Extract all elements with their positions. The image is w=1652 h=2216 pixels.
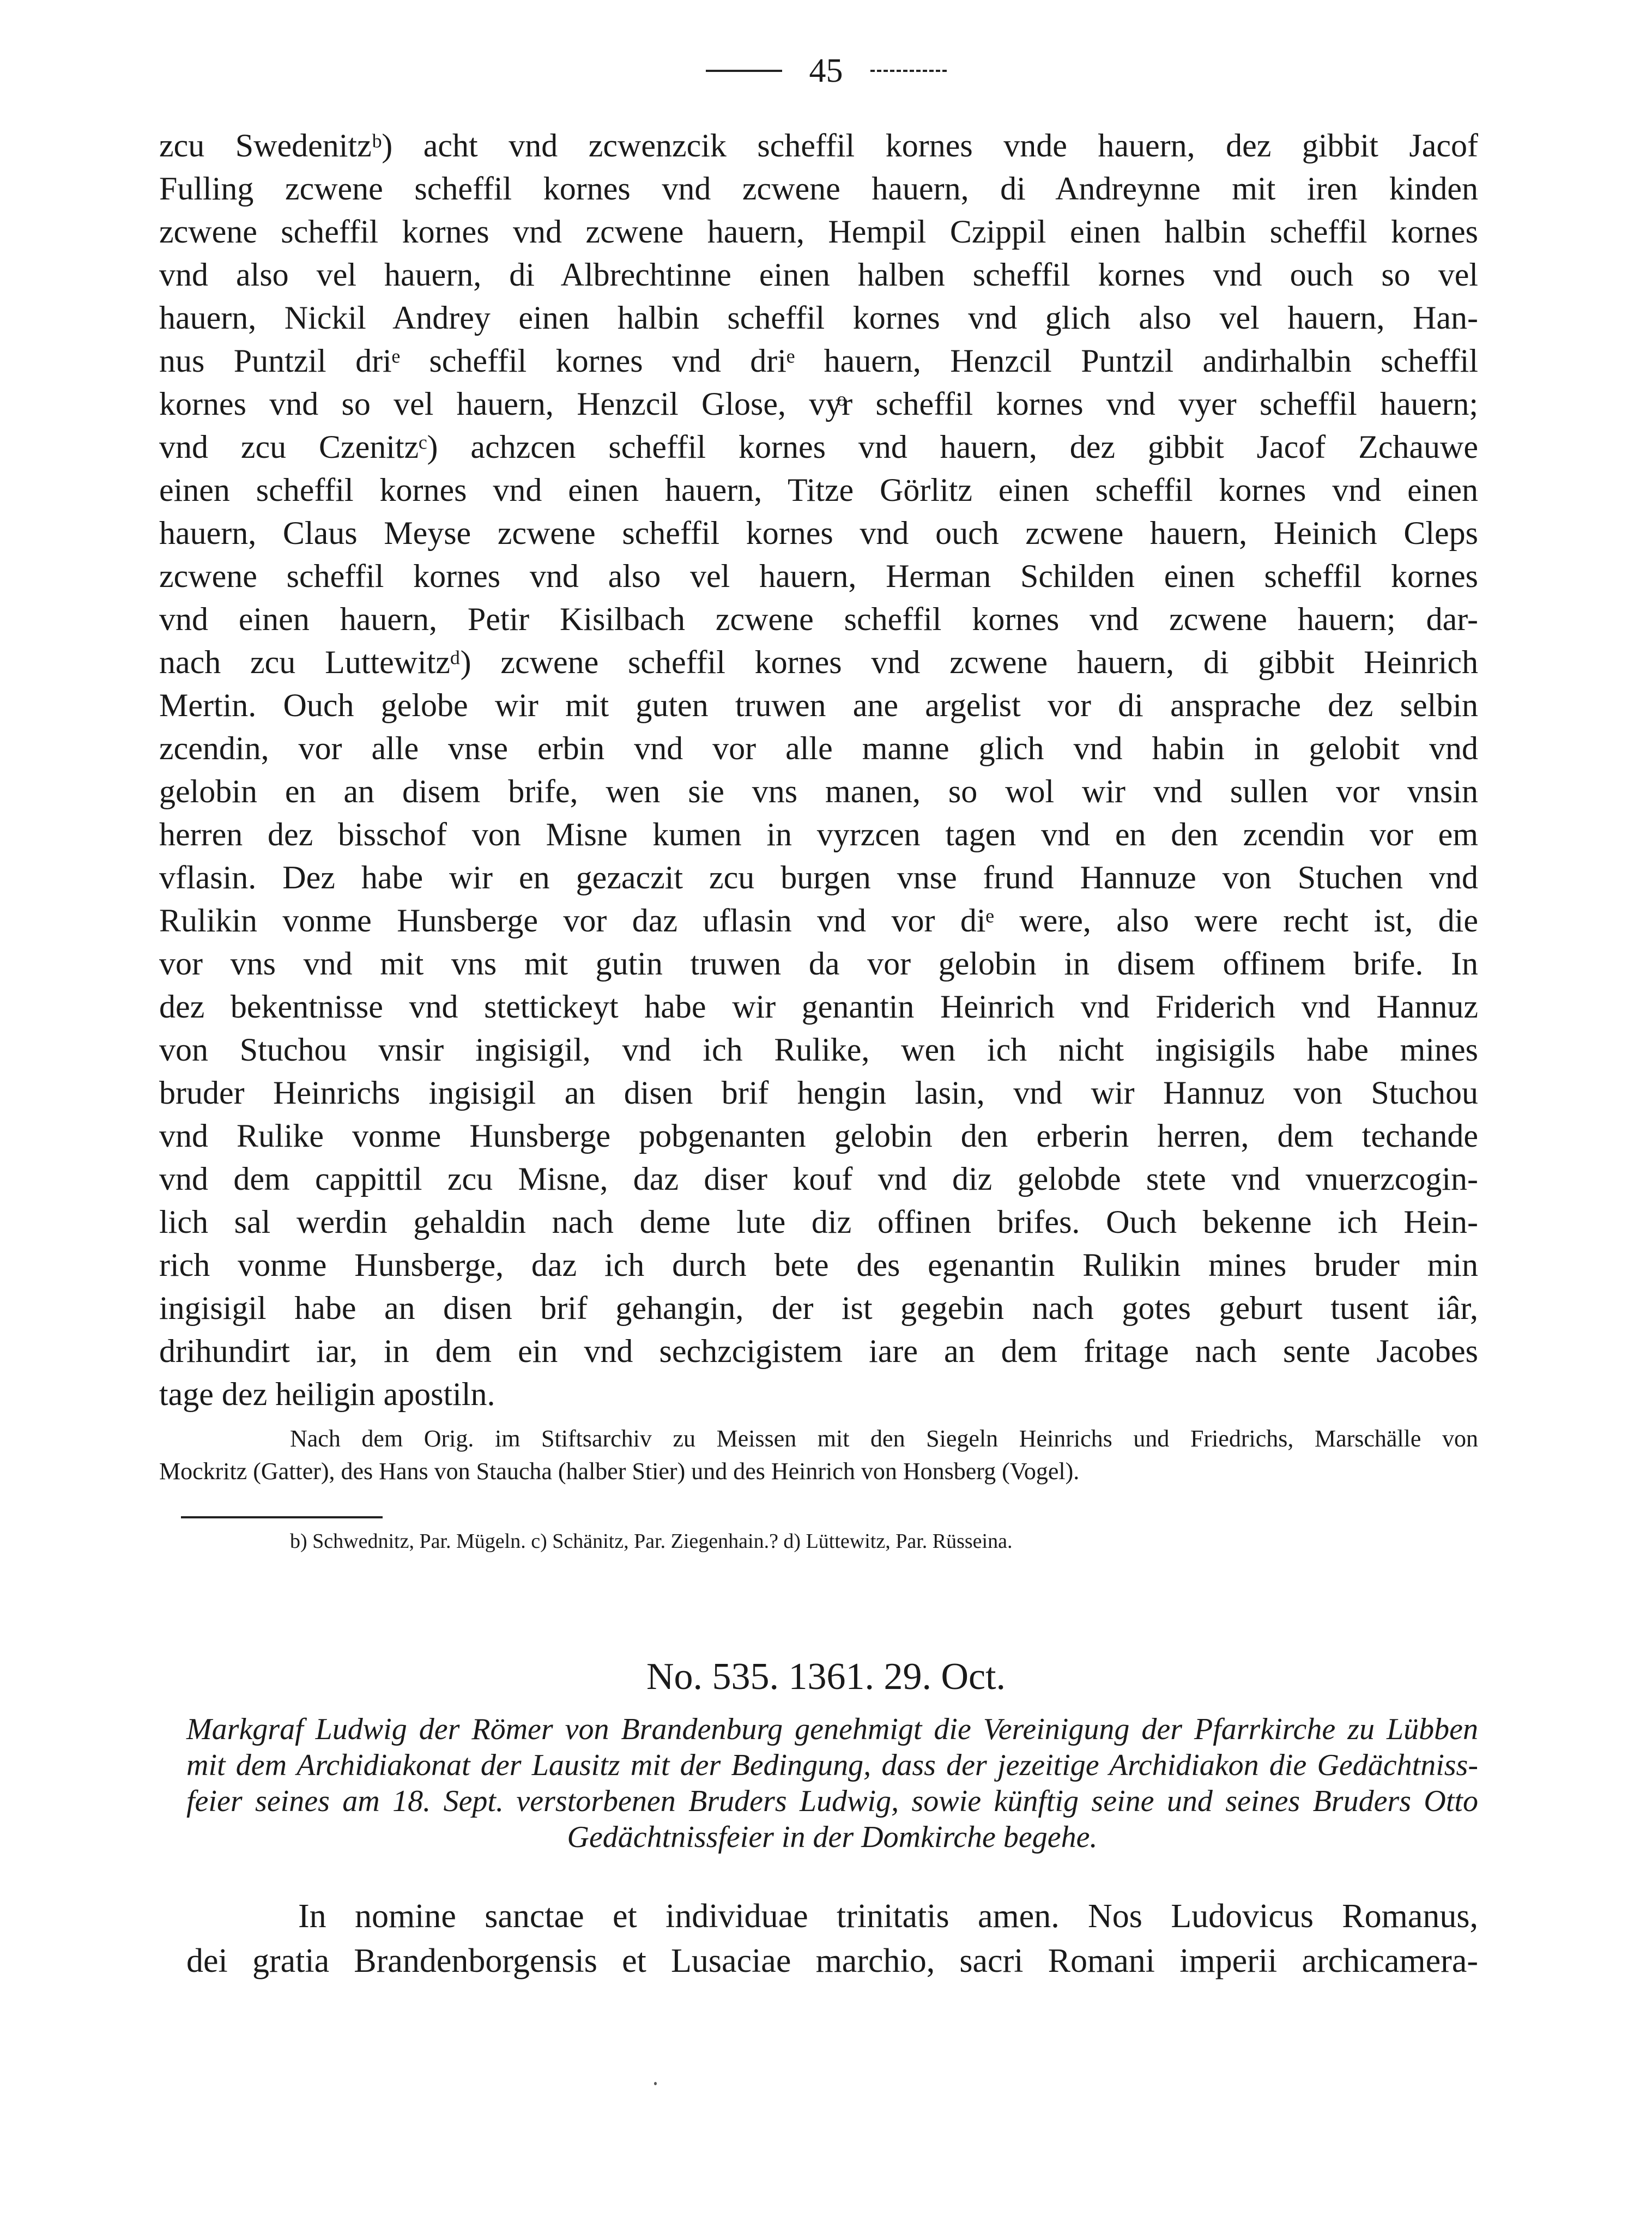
text-line: Mertin. Ouch gelobe wir mit guten truwen ane argelist vor di ansprache dez selbin xyxy=(159,687,1478,723)
document-heading: No. 535. 1361. 29. Oct. xyxy=(646,1656,1006,1698)
regest-line: Markgraf Ludwig der Römer von Brandenburg genehmigt die Vereinigung der Pfarrkirche zu Lübben xyxy=(186,1712,1478,1746)
source-note-line: Mockritz (Gatter), des Hans von Staucha (halber Stier) und des Heinrich von Honsberg (Vogel). xyxy=(159,1458,1080,1485)
footnote-divider xyxy=(181,1516,383,1518)
text-line: tage dez heiligin apostiln. xyxy=(159,1376,495,1412)
page-number: 45 xyxy=(809,52,843,89)
text-line: vnd zcu Czenitzᶜ) achzcen scheffil kornes vnd hauern, dez gibbit Jacof Zchauwe xyxy=(159,429,1478,465)
text-line: ingisigil habe an disen brif gehangin, der ist gegebin nach gotes geburt tusent iâr, xyxy=(159,1290,1478,1326)
regest-line: feier seines am 18. Sept. verstorbenen Bruders Ludwig, sowie künftig seine und seines Bruders Otto xyxy=(186,1784,1478,1818)
text-line: drihundirt iar, in dem ein vnd sechzcigistem iare an dem fritage nach sente Jacobes xyxy=(159,1333,1478,1369)
text-line: vflasin. Dez habe wir en gezaczit zcu burgen vnse frund Hannuze von Stuchen vnd xyxy=(159,859,1478,895)
text-line: vnd einen hauern, Petir Kisilbach zcwene scheffil kornes vnd zcwene hauern; dar- xyxy=(159,601,1478,637)
regest-line: mit dem Archidiakonat der Lausitz mit der Bedingung, dass der jezeitige Archidiakon die Gedächtniss- xyxy=(186,1748,1478,1782)
text-line: lich sal werdin gehaldin nach deme lute diz offinen brifes. Ouch bekenne ich Hein- xyxy=(159,1204,1478,1240)
text-line: vnd Rulike vonme Hunsberge pobgenanten gelobin den erberin herren, dem techande xyxy=(159,1118,1478,1154)
header-rule-left xyxy=(706,70,782,72)
text-line: einen scheffil kornes vnd einen hauern, Titze Görlitz einen scheffil kornes vnd einen xyxy=(159,472,1478,508)
text-line: dez bekentnisse vnd stettickeyt habe wir genantin Heinrich vnd Friderich vnd Hannuz xyxy=(159,989,1478,1025)
text-line: rich vonme Hunsberge, daz ich durch bete des egenantin Rulikin mines bruder min xyxy=(159,1247,1478,1283)
paper-speck xyxy=(654,2082,657,2085)
page-header xyxy=(0,52,1652,90)
text-line: nus Puntzil driᵉ scheffil kornes vnd driᵉ hauern, Henzcil Puntzil andirhalbin scheffil xyxy=(159,343,1478,379)
latin-charter-text xyxy=(186,1894,1478,1983)
text-line: vnd also vel hauern, di Albrechtinne einen halben scheffil kornes vnd ouch so vel xyxy=(159,257,1478,293)
latin-line: In nomine sanctae et individuae trinitatis amen. Nos Ludovicus Romanus, xyxy=(298,1898,1478,1935)
regest-summary xyxy=(186,1711,1478,1855)
source-note-line: Nach dem Orig. im Stiftsarchiv zu Meissen mit den Siegeln Heinrichs und Friedrichs, Marschälle von xyxy=(290,1425,1478,1452)
text-line: zcu Swedenitzᵇ) acht vnd zcwenzcik scheffil kornes vnde hauern, dez gibbit Jacof xyxy=(159,128,1478,164)
charter-text xyxy=(159,124,1478,1416)
text-line: bruder Heinrichs ingisigil an disen brif hengin lasin, vnd wir Hannuz von Stuchou xyxy=(159,1075,1478,1111)
source-note xyxy=(159,1422,1478,1488)
text-line: vor vns vnd mit vns mit gutin truwen da vor gelobin in disem offinem brife. In xyxy=(159,946,1478,982)
latin-line: dei gratia Brandenborgensis et Lusaciae marchio, sacri Romani imperii archicamera- xyxy=(186,1942,1478,1979)
text-line: vnd dem cappittil zcu Misne, daz diser kouf vnd diz gelobde stete vnd vnuerzcogin- xyxy=(159,1161,1478,1197)
regest-line: Gedächtnissfeier in der Domkirche begehe. xyxy=(567,1820,1098,1854)
text-line: von Stuchou vnsir ingisigil, vnd ich Rulike, wen ich nicht ingisigils habe mines xyxy=(159,1032,1478,1068)
footnotes: b) Schwednitz, Par. Mügeln. c) Schänitz, Par. Ziegenhain.? d) Lüttewitz, Par. Rüsseina. xyxy=(290,1530,1013,1553)
text-line: herren dez bisschof von Misne kumen in vyrzcen tagen vnd en den zcendin vor em xyxy=(159,816,1478,852)
text-line: Rulikin vonme Hunsberge vor daz uflasin vnd vor diᵉ were, also were recht ist, die xyxy=(159,903,1478,939)
text-line: kornes vnd so vel hauern, Henzcil Glose, vyͦr scheffil kornes vnd vyer scheffil hauern; xyxy=(159,386,1478,422)
text-line: zcwene scheffil kornes vnd zcwene hauern, Hempil Czippil einen halbin scheffil kornes xyxy=(159,214,1478,250)
text-line: Fulling zcwene scheffil kornes vnd zcwene hauern, di Andreynne mit iren kinden xyxy=(159,171,1478,207)
text-line: hauern, Claus Meyse zcwene scheffil kornes vnd ouch zcwene hauern, Heinich Cleps xyxy=(159,515,1478,551)
text-line: nach zcu Luttewitzᵈ) zcwene scheffil kornes vnd zcwene hauern, di gibbit Heinrich xyxy=(159,644,1478,680)
text-line: hauern, Nickil Andrey einen halbin scheffil kornes vnd glich also vel hauern, Han- xyxy=(159,300,1478,336)
header-rule-right xyxy=(870,70,947,72)
text-line: gelobin en an disem brife, wen sie vns manen, so wol wir vnd sullen vor vnsin xyxy=(159,773,1478,809)
text-line: zcendin, vor alle vnse erbin vnd vor alle manne glich vnd habin in gelobit vnd xyxy=(159,730,1478,766)
text-line: zcwene scheffil kornes vnd also vel hauern, Herman Schilden einen scheffil kornes xyxy=(159,558,1478,594)
